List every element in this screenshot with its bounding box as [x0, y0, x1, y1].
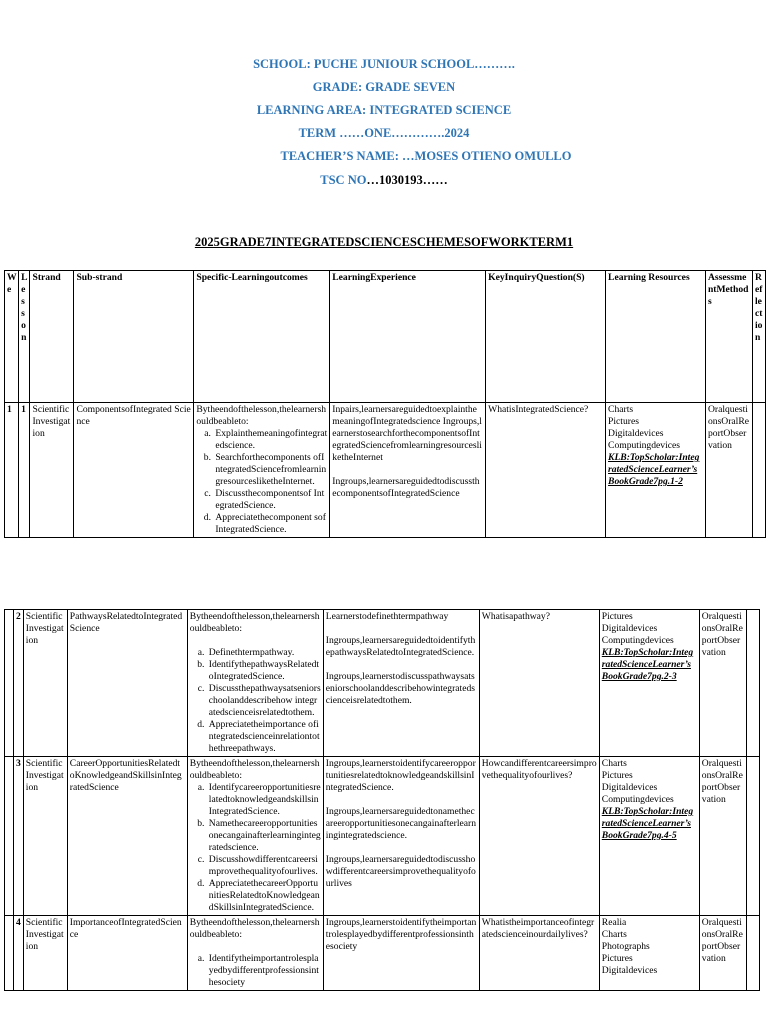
outcomes-list — [190, 953, 321, 989]
reflection-cell — [746, 916, 759, 991]
textbook-reference: KLB:TopScholar:IntegratedScienceLearner’sBookGrade7pg.1-2 — [608, 452, 700, 487]
outcome-item: a. Definethtermpathway. — [207, 647, 321, 659]
resources-cell — [599, 610, 699, 757]
experience-cell — [323, 757, 479, 916]
document-title: 2025GRADE7INTEGRATEDSCIENCESCHEMESOFWORKTERM1 — [194, 235, 574, 249]
table-row — [5, 916, 762, 991]
outcomes-intro: Bytheendofthelesson,thelearnershouldbeableto: — [196, 404, 327, 427]
assessment-cell: OralquestionsOralReportObservation — [705, 403, 752, 538]
experience-item: Ingroups,learnerstodiscusspathwaysatseniorschoolanddescribehowintegratedscienceisrelatedtothem. — [325, 671, 475, 706]
tsc-number-line — [0, 173, 768, 187]
strand-cell: ScientificInvestigation — [23, 916, 67, 991]
experience-item: Inpairs,learnersareguidedtoexplainthemeaningofIntegratedscience Ingroups,learnerstosearchforthecomponentsofIntegratedSciencefromlearningresourcesliketheInternet — [332, 404, 482, 463]
substrand-cell: CareerOpportunitiesRelatedtoKnowledgeandSkillsinIntegratedScience — [67, 757, 187, 916]
outcome-item: a. IdentifycareeropportunitiesrelatedtoknowledgeandskillsinIntegratedScience. — [207, 782, 321, 818]
experience-item: Ingroups,learnersareguidedtoidentifythepathwaysRelatedtoIntegratedScience. — [325, 635, 476, 658]
col-reflection: Reflection — [752, 271, 765, 403]
outcome-item: d. Appreciatetheimportance ofintegratedscienceinrelationtothethreepathways. — [207, 719, 321, 755]
week-cell — [5, 610, 14, 757]
outcome-item: d. AppreciatethecareerOpportunitiesRelatedtoKnowledgeandSkillsinIntegratedScience. — [207, 878, 321, 914]
scheme-table-page-2 — [4, 609, 762, 991]
key-inquiry-cell: Whatistheimportanceofintegratedscienceinourdailylives? — [479, 916, 599, 991]
col-substrand: Sub-strand — [74, 271, 194, 403]
week-cell: 1 — [5, 403, 19, 538]
assessment-cell: OralquestionsOralReportObservation — [699, 916, 746, 991]
resource-item: Digitaldevices — [608, 428, 664, 439]
scheme-table-page-1 — [4, 270, 768, 538]
resource-item: Computingdevices — [608, 440, 680, 451]
resource-item: Charts — [608, 404, 634, 415]
table-row — [5, 403, 768, 538]
experience-item: Ingroups,learnersareguidedtodiscussthecomponentsofIntegratedScience — [332, 476, 480, 499]
textbook-reference: KLB:TopScholar:IntegratedScienceLearner’sBookGrade7pg.4-5 — [601, 806, 694, 841]
resource-item: Digitaldevices — [601, 965, 658, 976]
reflection-cell — [752, 403, 765, 538]
experience-cell — [323, 916, 479, 991]
key-inquiry-cell: Whatisapathway? — [479, 610, 599, 757]
term-line: TERM ……ONE………….2024 — [298, 126, 470, 140]
experience-item: Ingroups,learnersareguidedtodiscusshowdifferentcareersimprovethequalityofourlives — [325, 854, 476, 889]
experience-cell — [330, 403, 486, 538]
outcome-item: c. Discussthepathwaysatseniorschoolanddescribehow integratedscienceisrelatedtothem. — [207, 683, 321, 719]
assessment-cell: OralquestionsOralReportObservation — [699, 610, 746, 757]
outcome-item: c. Discusshowdifferentcareersimprovethequalityofourlives. — [207, 854, 321, 878]
substrand-cell: PathwaysRelatedtoIntegratedScience — [67, 610, 187, 757]
table-row — [5, 610, 762, 757]
lesson-cell: 1 — [19, 403, 30, 538]
resource-item: Charts — [601, 929, 627, 940]
textbook-reference: KLB:TopScholar:IntegratedScienceLearner’sBookGrade7pg.2-3 — [601, 647, 694, 682]
assessment-cell: OralquestionsOralReportObservation — [699, 757, 746, 916]
col-resources: Learning Resources — [606, 271, 706, 403]
col-lesson: Lesson — [19, 271, 30, 403]
outcome-item: d. Appreciatethecomponent sofIntegratedScience. — [213, 512, 327, 536]
substrand-cell: ImportanceofIntegratedScience — [67, 916, 187, 991]
strand-cell: ScientificInvestigation — [23, 757, 67, 916]
resource-item: Digitaldevices — [601, 623, 658, 634]
outcome-item: a. Identifytheimportantrolesplayedbydifferentprofessionsinthesociety — [207, 953, 321, 989]
strand-cell: ScientificInvestigation — [30, 403, 74, 538]
outcomes-list — [196, 428, 327, 536]
experience-item: Ingroups,learnersareguidedtonamethecareeropportunitiesonecangainafterlearningintegratedscience. — [325, 806, 477, 841]
experience-item: Learnerstodefinethtermpathway — [325, 611, 449, 622]
outcomes-list — [190, 782, 321, 914]
col-outcomes: Specific-Learningoutcomes — [194, 271, 330, 403]
resource-item: Pictures — [601, 953, 633, 964]
reflection-cell — [746, 757, 759, 916]
outcome-item: b. Namethecareeropportunitiesonecangainafterlearningintegratedscience. — [207, 818, 321, 854]
week-cell — [5, 757, 14, 916]
col-strand: Strand — [30, 271, 74, 403]
outcome-item: b. Searchforthecomponents ofIntegratedSciencefromlearningresourcesliketheInternet. — [213, 452, 327, 488]
tsc-label: TSC NO — [320, 173, 367, 187]
outcomes-cell — [194, 403, 330, 538]
outcome-item: b. IdentifythepathwaysRelatedtoIntegratedScience. — [207, 659, 321, 683]
lesson-cell: 2 — [14, 610, 24, 757]
outcomes-intro: Bytheendofthelesson,thelearnershouldbeableto: — [189, 611, 320, 634]
col-kiq: KeyInquiryQuestion(S) — [486, 271, 606, 403]
col-week: We — [5, 271, 19, 403]
outcome-item: a. Explainthemeaningofintegratedscience. — [213, 428, 327, 452]
resource-item: Pictures — [601, 770, 633, 781]
outcomes-intro: Bytheendofthelesson,thelearnershouldbeableto: — [189, 758, 320, 781]
teacher-name-line: TEACHER’S NAME: …MOSES OTIENO OMULLO — [280, 149, 572, 163]
lesson-cell: 3 — [14, 757, 24, 916]
strand-cell: ScientificInvestigation — [23, 610, 67, 757]
outcomes-cell — [187, 916, 323, 991]
resource-item: Photographs — [601, 941, 650, 952]
experience-cell — [323, 610, 479, 757]
outcome-item: c. Discussthecomponentsof IntegratedScience. — [213, 488, 327, 512]
outcomes-cell — [187, 610, 323, 757]
col-assessment: AssessmentMethods — [705, 271, 752, 403]
grade-line: GRADE: GRADE SEVEN — [312, 80, 456, 94]
reflection-cell — [746, 610, 759, 757]
table-header-row — [5, 271, 768, 403]
resource-item: Realia — [601, 917, 627, 928]
experience-item: Ingroups,learnerstoidentifytheimportantrolesplayedbydifferentprofessionsinthesociety — [325, 917, 477, 952]
resources-cell — [599, 916, 699, 991]
resources-cell — [599, 757, 699, 916]
key-inquiry-cell: WhatisIntegratedScience? — [486, 403, 606, 538]
resource-item: Computingdevices — [601, 635, 674, 646]
outcomes-list — [190, 647, 321, 755]
school-name: SCHOOL: PUCHE JUNIOUR SCHOOL………. — [253, 57, 515, 71]
outcomes-intro: Bytheendofthelesson,thelearnershouldbeableto: — [189, 917, 320, 940]
week-cell — [5, 916, 14, 991]
lesson-cell: 4 — [14, 916, 24, 991]
resource-item: Pictures — [601, 611, 633, 622]
resource-item: Pictures — [608, 416, 639, 427]
outcomes-cell — [187, 757, 323, 916]
col-experience: LearningExperience — [330, 271, 486, 403]
substrand-cell: ComponentsofIntegrated Science — [74, 403, 194, 538]
resource-item: Computingdevices — [601, 794, 674, 805]
key-inquiry-cell: Howcandifferentcareersimprovethequalityofourlives? — [479, 757, 599, 916]
table-row — [5, 757, 762, 916]
experience-item: Ingroups,learnerstoidentifycareeropportunitiesrelatedtoknowledgeandskillsinIntegratedScience. — [325, 758, 476, 793]
resource-item: Charts — [601, 758, 627, 769]
learning-area-line: LEARNING AREA: INTEGRATED SCIENCE — [256, 103, 512, 117]
resource-item: Digitaldevices — [601, 782, 658, 793]
resources-cell — [606, 403, 706, 538]
tsc-value: …1030193…… — [366, 173, 448, 187]
